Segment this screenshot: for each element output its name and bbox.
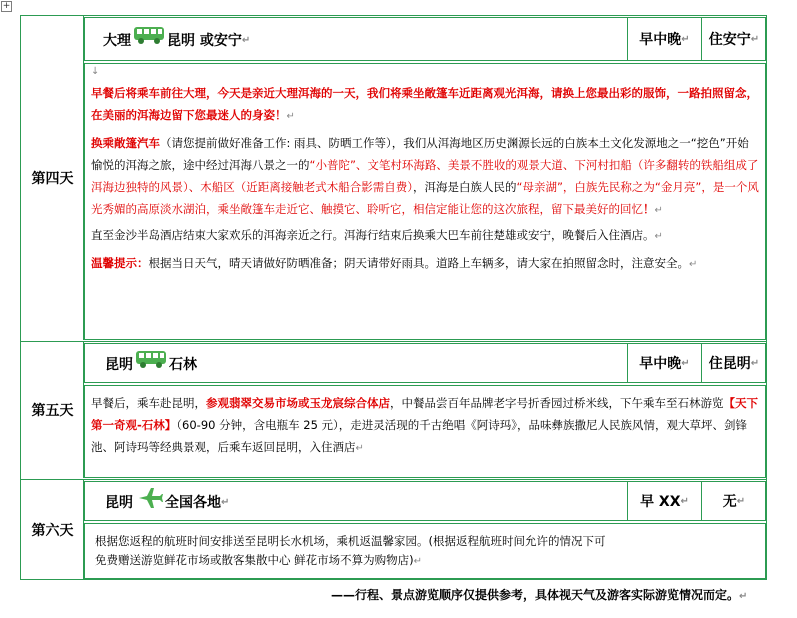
day-label: 第五天: [31, 403, 74, 419]
itinerary-table: [20, 15, 767, 580]
day-description: 早餐后，乘车赴昆明，参观翡翠交易市场或玉龙宸综合体店，中餐品尝百年品牌老字号折香园过桥米线，下午乘车至石林游览【天下第一奇观-石林】（60-90 分钟，含电瓶车 25 元），走进灵活现的千古绝唱《阿诗玛》，品味彝族撒尼人民族风情，观大草坪、剑锋池、阿诗玛等经典景观，后乘车返回昆明，入住酒店↵: [84, 385, 766, 478]
stone-forest-text: 【天下第一奇观-石林】: [91, 396, 758, 432]
day-header: 大理 昆明 或安宁 ↵ 早中晚 ↵ 住安宁 ↵: [84, 17, 766, 61]
description-text: 早餐后，乘车赴昆明，: [91, 396, 206, 410]
day-header: 昆明 全国各地 ↵ 早 XX ↵ 无 ↵: [84, 481, 766, 521]
day-label: 第四天: [31, 171, 74, 187]
hotel-text: 直至金沙半岛酒店结束大家欢乐的洱海亲近之行。洱海行结束后换乘大巴车前往楚雄或安宁，晚餐后入住酒店。: [91, 228, 655, 242]
route-from: 大理: [103, 33, 131, 49]
stay-value: 住昆明: [708, 356, 751, 372]
stay-cell: 住安宁 ↵: [701, 18, 766, 60]
route-from: 昆明: [105, 495, 133, 511]
day-description: ↓ 早餐后将乘车前往大理，今天是亲近大理洱海的一天，我们将乘坐敞篷车近距离观光洱海，请换上您最出彩的服饰，一路拍照留念，在美丽的洱海边留下您最迷人的身姿！↵ 换乘敞篷汽车（请您提前做好准备工作: 雨具、防晒工作等），我们从洱海地区历史渊源长远的白族本土文化发源地之一“挖色”开始愉悦的洱海之旅，途中经过洱海八景之一的“小普陀”、文笔村环海路、美景不胜收的观景大道、下河村扣船（许多翻转的铁船组成了洱海边独特的风景）、木船区（近距离接触老式木船合影需自费），洱海是白族人民的“母亲湖”，白族先民称之为“金月亮”，是一个风光秀媚的高原淡水湖泊，乘坐敞篷车走近它、触摸它、聆听它，相信定能让您的这次旅程，留下最美好的回忆！↵ 直至金沙半岛酒店结束大家欢乐的洱海亲近之行。洱海行结束后换乘大巴车前往楚雄或安宁，晚餐后入住酒店。↵ 温馨提示：根据当日天气，晴天请做好防晒准备；阴天请带好雨具。道路上车辆多，请大家在拍照留念时，注意安全。↵: [84, 63, 766, 340]
scenic-spots-text: “小普陀”、文笔村环海路、美景不胜收的观景大道、下河村扣船（许多翻转的铁船组成了洱海边独特的风景）、木船区（近距离接触老式木船合影需自费）: [91, 158, 759, 194]
day-label: 第六天: [31, 522, 74, 539]
footer-text: ——行程、景点游览顺序仅提供参考，具体视天气及游客实际游览情况而定。: [331, 588, 740, 602]
exclamation: ！: [643, 202, 655, 216]
day-label-cell: [22, 342, 84, 478]
stay-cell: 住昆明 ↵: [701, 344, 766, 382]
meals-cell: 早中晚 ↵: [627, 18, 701, 60]
day-description: 根据您返程的航班时间安排送至昆明长水机场，乘机返温馨家园。(根据返程航班时间允许的情况下可 免费赠送游览鲜花市场或散客集散中心 鲜花市场不算为购物店)↵: [84, 523, 766, 579]
mother-lake-text: “母亲湖”，白族先民称之为“金月亮”，是一个风光秀媚的高原淡水湖泊，乘坐敞篷车走近它、触摸它、聆听它，相信定能让您的这次旅程，留下最美好的回忆: [91, 180, 759, 216]
meals-value: 早 XX: [640, 494, 681, 510]
stay-cell: 无 ↵: [701, 482, 766, 520]
route-to: 昆明 或安宁: [167, 33, 242, 49]
description-line: 根据您返程的航班时间安排送至昆明长水机场，乘机返温馨家园。(根据返程航班时间允许的情况下可: [95, 534, 606, 548]
day-header: [84, 343, 766, 383]
tip-label: 温馨提示：: [91, 256, 149, 270]
airplane-icon: [137, 486, 163, 510]
description-text: （请您提前做好准备工作: 雨具、防晒工作等），我们从洱海地区历史渊源长远的白族本土文化发源地之一“挖色”开始愉悦的洱海之旅，途中经过洱海八景之一的: [91, 136, 749, 172]
description-text: ，洱海是白族人民的: [413, 180, 517, 194]
description-text: ，中餐品尝百年品牌老字号折香园过桥米线，下午乘车至石林游览: [390, 396, 724, 410]
convertible-car-label: 换乘敞篷汽车: [91, 136, 160, 150]
stay-value: 无: [722, 494, 737, 510]
meals-cell: 早中晚 ↵: [627, 344, 701, 382]
route-to: 全国各地: [165, 495, 221, 511]
meals-value: 早中晚: [639, 356, 682, 372]
jade-market-text: 参观翡翠交易市场或玉龙宸综合体店: [206, 396, 390, 410]
meals-cell: 早 XX ↵: [627, 482, 701, 520]
stay-value: 住安宁: [708, 32, 751, 48]
intro-text: 早餐后将乘车前往大理，今天是亲近大理洱海的一天，我们将乘坐敞篷车近距离观光洱海，请换上您最出彩的服饰，一路拍照留念，在美丽的洱海边留下您最迷人的身姿！: [91, 86, 758, 122]
meals-value: 早中晚: [639, 32, 682, 48]
tip-text: 根据当日天气，晴天请做好防晒准备；阴天请带好雨具。道路上车辆多，请大家在拍照留念时，注意安全。: [148, 256, 689, 270]
route-to: 石林: [169, 357, 197, 373]
bus-icon: [135, 349, 167, 369]
description-line: 免费赠送游览鲜花市场或散客集散中心 鲜花市场不算为购物店): [95, 553, 414, 567]
description-text: （60-90 分钟，含电瓶车 25 元），走进灵活现的千古绝唱《阿诗玛》，品味彝族撒尼人民族风情，观大草坪、剑锋池、阿诗玛等经典景观，后乘车返回昆明，入住酒店: [91, 418, 748, 454]
table-move-handle[interactable]: +: [2, 1, 11, 11]
bus-icon: [133, 25, 165, 45]
footer-note: ——行程、景点游览顺序仅提供参考，具体视天气及游客实际游览情况而定。↵: [331, 588, 748, 602]
route-from: 昆明: [105, 357, 133, 373]
day-label-cell: [22, 480, 84, 579]
day-label-cell: [22, 16, 84, 340]
